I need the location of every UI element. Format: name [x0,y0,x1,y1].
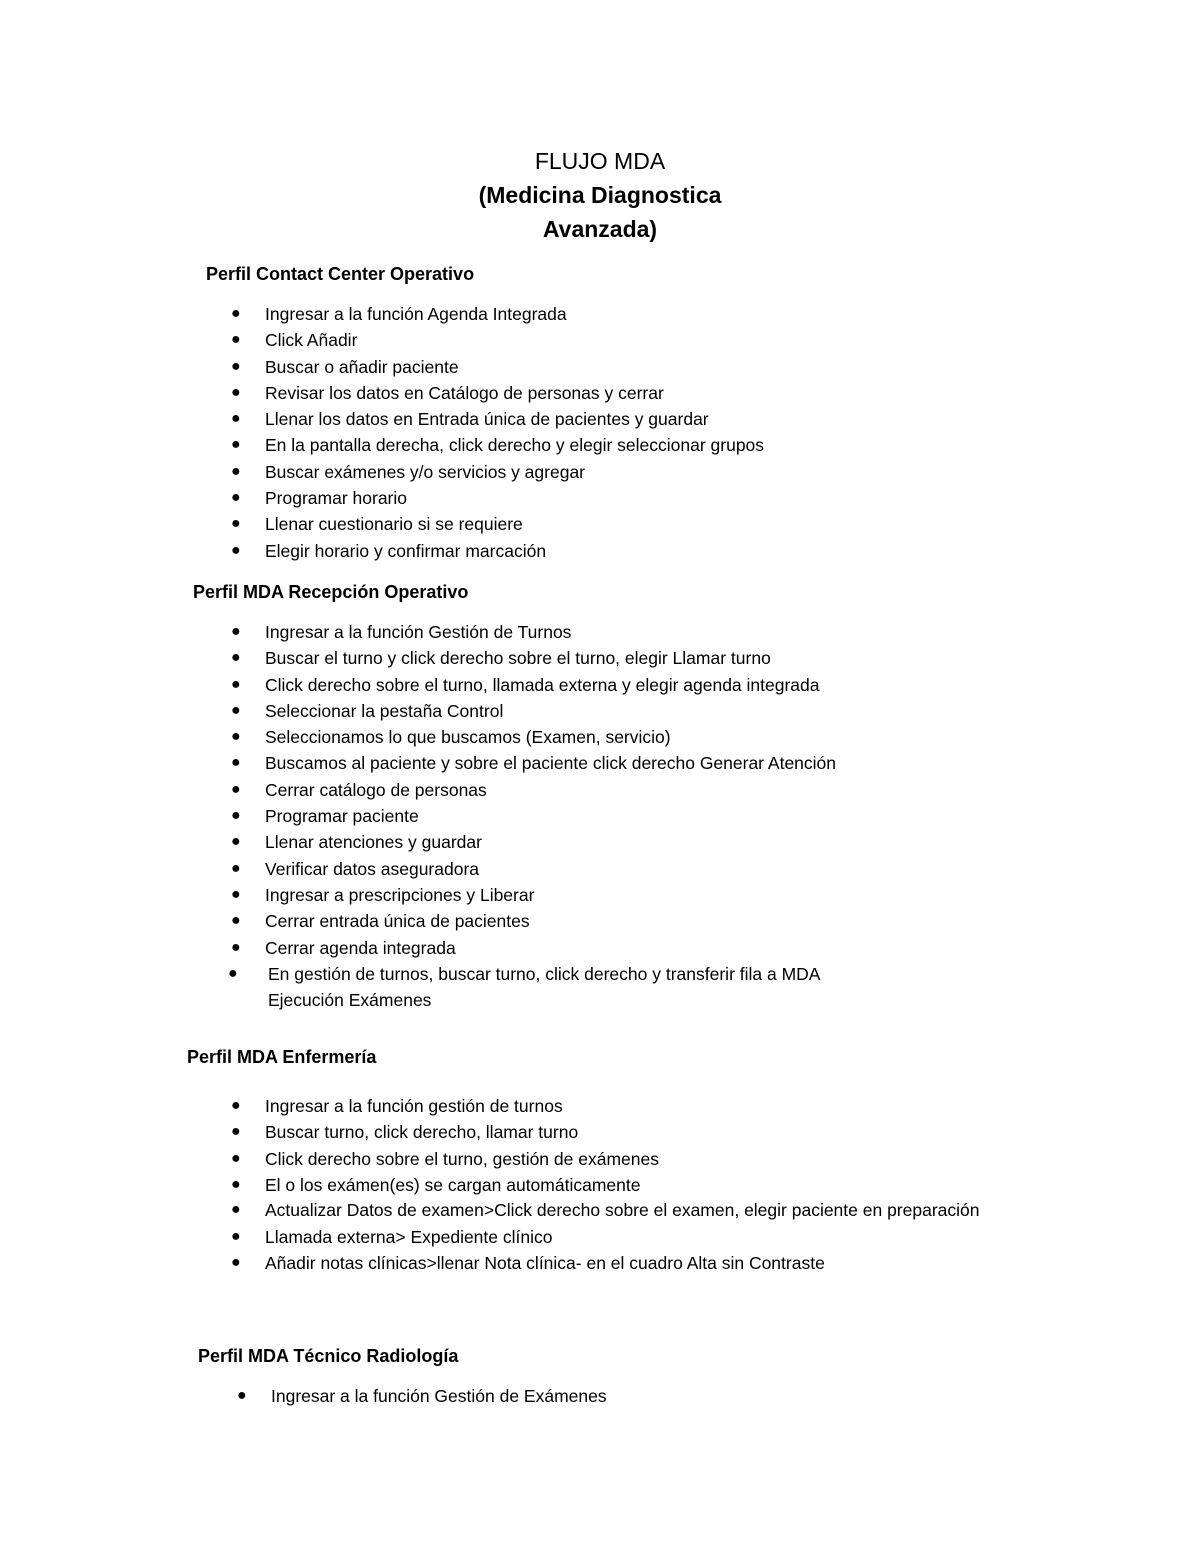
list-item: ● Ingresar a la función Gestión de Exámenes [271,1383,607,1409]
list-item: ● Llenar los datos en Entrada única de pacientes y guardar [265,406,764,432]
bullet-icon: ● [231,885,241,903]
list-item: ● En gestión de turnos, buscar turno, click derecho y transferir fila a MDA Ejecución Exámenes [265,961,848,1014]
list-item: ● Llenar atenciones y guardar [265,829,905,855]
list-item: ● En la pantalla derecha, click derecho y elegir seleccionar grupos [265,432,764,458]
list-item: ● Actualizar Datos de examen>Click derecho sobre el examen, elegir paciente en preparación [231,1200,980,1221]
bullet-icon: ● [231,489,241,507]
list-item: ● Buscar exámenes y/o servicios y agregar [265,459,764,485]
list-item: ● Click derecho sobre el turno, gestión de exámenes [265,1146,985,1172]
list-item: ● Llenar cuestionario si se requiere [265,511,764,537]
list-item: ● Ingresar a prescripciones y Liberar [265,882,905,908]
bullet-icon: ● [231,649,241,667]
list-item: ● Verificar datos aseguradora [265,856,905,882]
bullet-icon: ● [231,1201,241,1219]
bullet-icon: ● [231,623,241,640]
section-heading: Perfil MDA Recepción Operativo [193,582,469,602]
steps-list-contact-center [231,301,765,564]
bullet-icon: ● [231,331,241,349]
bullet-icon: ● [231,938,241,956]
section-recepcion [193,580,468,604]
bullet-icon: ● [231,410,241,428]
list-item: ● Click derecho sobre el turno, llamada externa y elegir agenda integrada [265,672,905,698]
bullet-icon: ● [231,305,241,322]
bullet-icon: ● [231,728,241,746]
section-heading: Perfil MDA Técnico Radiología [198,1346,459,1366]
list-item: ● Cerrar entrada única de pacientes [265,908,905,934]
steps-list-recepcion [228,619,905,1013]
section-enfermeria [187,1045,376,1069]
list-item: ● Elegir horario y confirmar marcación [265,538,764,564]
list-item: ● El o los exámen(es) se cargan automáticamente [265,1172,985,1198]
bullet-icon: ● [231,780,241,798]
bullet-icon: ● [231,436,241,454]
bullet-icon: ● [237,1387,247,1404]
bullet-icon: ● [231,1149,241,1167]
list-item: ● Ingresar a la función gestión de turnos [265,1093,985,1119]
list-item: ● Llamada externa> Expediente clínico [265,1224,985,1250]
title-line-2: (Medicina Diagnostica [478,182,722,208]
bullet-icon: ● [231,462,241,480]
bullet-icon: ● [231,701,241,719]
list-item: ● Revisar los datos en Catálogo de personas y cerrar [265,380,764,406]
title-line-3: Avanzada) [542,216,658,242]
list-item: ● Click Añadir [265,327,764,353]
steps-list-tecnico-radiologia [237,1383,607,1409]
bullet-icon: ● [231,1228,241,1246]
bullet-icon: ● [231,383,241,401]
list-item: ● Cerrar agenda integrada [265,935,905,961]
list-item: ● Buscar o añadir paciente [265,354,764,380]
list-item: ● Seleccionamos lo que buscamos (Examen, servicio) [265,724,905,750]
section-contact-center [206,262,474,286]
bullet-icon: ● [231,675,241,693]
list-item: ● Ingresar a la función Agenda Integrada [265,301,764,327]
bullet-icon: ● [231,1254,241,1272]
list-item: ● Buscamos al paciente y sobre el paciente click derecho Generar Atención [265,750,905,776]
bullet-icon: ● [231,1175,241,1193]
list-item: ● Programar horario [265,485,764,511]
list-item: ● Añadir notas clínicas>llenar Nota clínica- en el cuadro Alta sin Contraste [265,1250,985,1276]
bullet-icon: ● [231,833,241,851]
bullet-icon: ● [231,859,241,877]
bullet-icon: ● [231,912,241,930]
bullet-icon: ● [231,515,241,533]
list-item: ● Programar paciente [265,803,905,829]
bullet-icon: ● [231,1123,241,1141]
list-item: ● Buscar turno, click derecho, llamar turno [265,1119,985,1145]
section-heading: Perfil MDA Enfermería [187,1047,377,1067]
bullet-icon: ● [231,541,241,559]
list-item: ● Buscar el turno y click derecho sobre el turno, elegir Llamar turno [265,645,905,671]
title-line-1: FLUJO MDA [534,148,666,174]
bullet-icon: ● [231,754,241,772]
section-heading: Perfil Contact Center Operativo [206,264,475,284]
list-item: ● Seleccionar la pestaña Control [265,698,905,724]
section-tecnico-radiologia [198,1344,458,1368]
bullet-icon: ● [231,807,241,825]
bullet-icon: ● [228,964,238,982]
list-item: ● Ingresar a la función Gestión de Turnos [265,619,905,645]
bullet-icon: ● [231,357,241,375]
list-item: ● Cerrar catálogo de personas [265,777,905,803]
steps-list-enfermeria [231,1093,985,1277]
bullet-icon: ● [231,1097,241,1114]
document-title [0,144,1200,246]
